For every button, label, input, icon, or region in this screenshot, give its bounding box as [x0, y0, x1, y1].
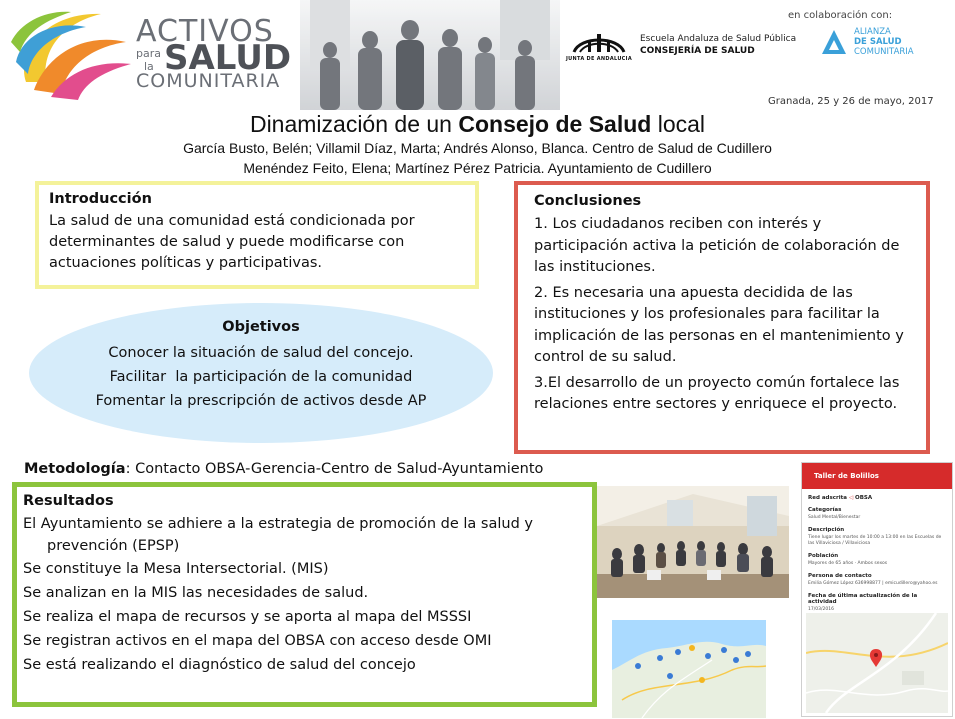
result-item: Se analizan en la MIS las necesidades de salud.	[23, 585, 369, 601]
junta-school-text: Escuela Andaluza de Salud Pública	[640, 34, 797, 44]
authors-line-2: Menéndez Feito, Elena; Martínez Pérez Patricia. Ayuntamiento de Cudillero	[243, 160, 712, 176]
card-title: Taller de Bolillos	[802, 463, 952, 489]
card-field-value: Tiene lugar los martes de 10:00 a 13:00 en las Escuelas de las Villaviciosa / Villaviciosa	[808, 535, 942, 546]
activos-logo	[0, 0, 320, 108]
card-field-label: Descripción	[808, 527, 845, 533]
objective-item: Facilitar la participación de la comunidad	[109, 369, 413, 385]
methodology-line	[24, 461, 543, 477]
card-field-label: Población	[808, 553, 839, 559]
results-heading: Resultados	[23, 493, 114, 509]
location-map	[806, 613, 948, 713]
card-network: Red adscrita ◁ OBSA	[808, 495, 873, 501]
collaboration-label: en colaboración con:	[788, 10, 893, 21]
objective-item: Conocer la situación de salud del concejo.	[108, 345, 414, 361]
card-field-value: Emilia Gómez López 636998877 | emicudillero@yahoo.es	[808, 581, 938, 586]
card-field-label: Persona de contacto	[808, 573, 872, 579]
methodology-label: Metodología	[24, 461, 126, 477]
objectives-heading: Objetivos	[222, 319, 300, 335]
introduction-heading: Introducción	[49, 191, 152, 207]
obsa-logo-icon: ◁	[848, 495, 854, 501]
event-date: Granada, 25 y 26 de mayo, 2017	[768, 96, 934, 107]
meeting-photo	[597, 486, 789, 598]
logo-comunitaria-text: COMUNITARIA	[136, 70, 281, 92]
junta-andalucia-logo	[566, 26, 796, 66]
introduction-box	[35, 181, 479, 289]
results-box	[12, 482, 597, 707]
result-item: Se está realizando el diagnóstico de salud del concejo	[23, 657, 416, 673]
conclusion-item: 1. Los ciudadanos reciben con interés y participación activa la petición de colaboración de las instituciones.	[534, 216, 900, 275]
alianza-logo-icon	[820, 28, 848, 56]
crowd-photo	[300, 0, 560, 110]
swirl-logo-icon	[6, 2, 136, 102]
conclusions-heading: Conclusiones	[534, 193, 642, 209]
result-item: Se realiza el mapa de recursos y se aporta al mapa del MSSSI	[23, 609, 472, 625]
conclusion-item: 2. Es necesaria una apuesta decidida de las instituciones y los profesionales para facilitar la implicación de las personas en el mantenimiento y control de su salud.	[534, 284, 904, 365]
authors-line-1: García Busto, Belén; Villamil Díaz, Marta; Andrés Alonso, Blanca. Centro de Salud de Cudillero	[183, 140, 772, 156]
conclusion-item: 3.El desarrollo de un proyecto común fortalece las relaciones entre sectores y enriquece el proyecto.	[534, 374, 900, 412]
card-field-label: Fecha de última actualización de la actividad	[808, 593, 918, 605]
result-item: Se constituye la Mesa Intersectorial. (MIS)	[23, 561, 329, 577]
logo-para-text: para	[136, 47, 161, 60]
junta-consejeria-text: CONSEJERÍA DE SALUD	[640, 46, 755, 56]
poster-title: Dinamización de un Consejo de Salud local	[249, 111, 706, 137]
methodology-text: : Contacto OBSA-Gerencia-Centro de Salud-Ayuntamiento	[125, 461, 544, 477]
logo-salud-text: SALUD	[164, 38, 292, 78]
objective-item: Fomentar la prescripción de activos desde AP	[95, 393, 427, 409]
conclusions-box	[514, 181, 930, 454]
result-item: El Ayuntamiento se adhiere a la estrategia de promoción de la salud y prevención (EPSP)	[23, 516, 533, 554]
logo-la-text: la	[144, 60, 154, 73]
introduction-text: La salud de una comunidad está condicionada por determinantes de salud y puede modificarse con actuaciones políticas y participativas.	[49, 213, 415, 271]
obsa-activity-card	[801, 462, 953, 717]
card-field-label: Categorías	[808, 507, 842, 513]
card-field-value: Salud Mental/Bienestar	[808, 515, 861, 520]
objectives-ellipse	[29, 303, 493, 443]
assets-map	[612, 620, 766, 718]
result-item: Se registran activos en el mapa del OBSA con acceso desde OMI	[23, 633, 492, 649]
junta-name-text: JUNTA DE ANDALUCIA	[566, 56, 632, 62]
card-field-value: Mayores de 65 años · Ambos sexos	[808, 561, 888, 566]
card-field-value: 17/03/2016	[808, 607, 834, 612]
logo-activos-text: ACTIVOS	[136, 14, 274, 49]
alianza-logo-text: ALIANZA DE SALUD COMUNITARIA	[854, 27, 914, 57]
